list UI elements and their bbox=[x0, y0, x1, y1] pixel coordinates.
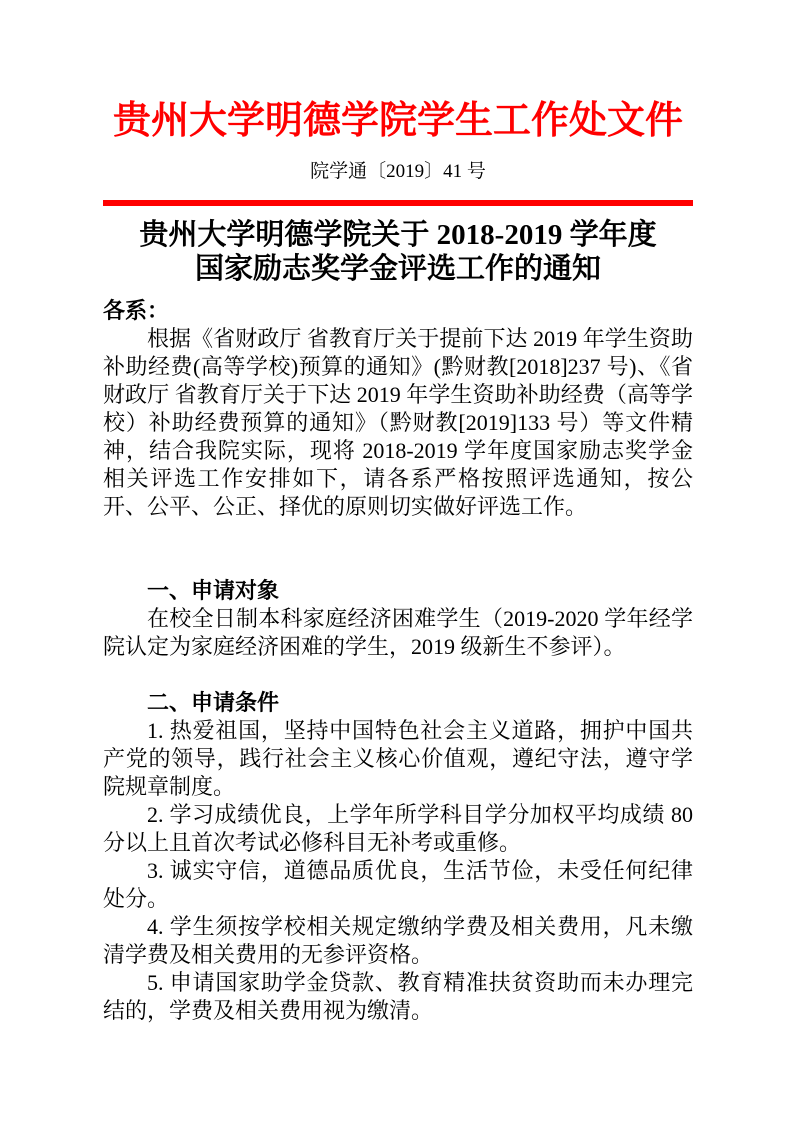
notice-title-line2: 国家励志奖学金评选工作的通知 bbox=[194, 253, 601, 286]
notice-title-line1: 贵州大学明德学院关于 2018-2019 学年度 bbox=[139, 219, 657, 252]
condition-item-4: 4. 学生须按学校相关规定缴纳学费及相关费用，凡未缴清学费及相关费用的无参评资格。 bbox=[103, 914, 693, 968]
section-spacer bbox=[103, 661, 693, 689]
notice-title bbox=[103, 218, 693, 286]
document-number: 院学通〔2019〕41 号 bbox=[310, 160, 486, 182]
section-spacer bbox=[103, 521, 693, 577]
section-2-heading: 二、申请条件 bbox=[147, 690, 280, 716]
condition-item-3: 3. 诚实守信，道德品质优良，生活节俭，未受任何纪律处分。 bbox=[103, 858, 693, 912]
red-header-title: 贵州大学明德学院学生工作处文件 bbox=[112, 100, 683, 142]
section-1-heading: 一、申请对象 bbox=[147, 578, 280, 604]
condition-item-2: 2. 学习成绩优良，上学年所学科目学分加权平均成绩 80 分以上且首次考试必修科目无补考或重修。 bbox=[103, 802, 693, 856]
red-divider-line bbox=[103, 200, 693, 206]
section-1-paragraph: 在校全日制本科家庭经济困难学生（2019-2020 学年经学院认定为家庭经济困难的学生，2019 级新生不参评）。 bbox=[103, 606, 693, 660]
condition-item-5: 5. 申请国家助学金贷款、教育精准扶贫资助而未办理完结的，学费及相关费用视为缴清。 bbox=[103, 970, 693, 1024]
salutation: 各系： bbox=[103, 298, 170, 324]
condition-item-1: 1. 热爱祖国，坚持中国特色社会主义道路，拥护中国共产党的领导，践行社会主义核心价值观，遵纪守法，遵守学院规章制度。 bbox=[103, 718, 693, 800]
intro-paragraph: 根据《省财政厅 省教育厅关于提前下达 2019 年学生资助补助经费(高等学校)预算的通知》(黔财教[2018]237 号)、《省财政厅 省教育厅关于下达 2019 年学生资助补助经费（高等学校）补助经费预算的通知》（黔财教[2019]133 号）等文件精神，结合我院实际，现将 2018-2019 学年度国家励志奖学金相关评选工作安排如下，请各系严格按照评选通知，按公开、公平、公正、择优的原则切实做好评选工作。 bbox=[103, 326, 693, 520]
